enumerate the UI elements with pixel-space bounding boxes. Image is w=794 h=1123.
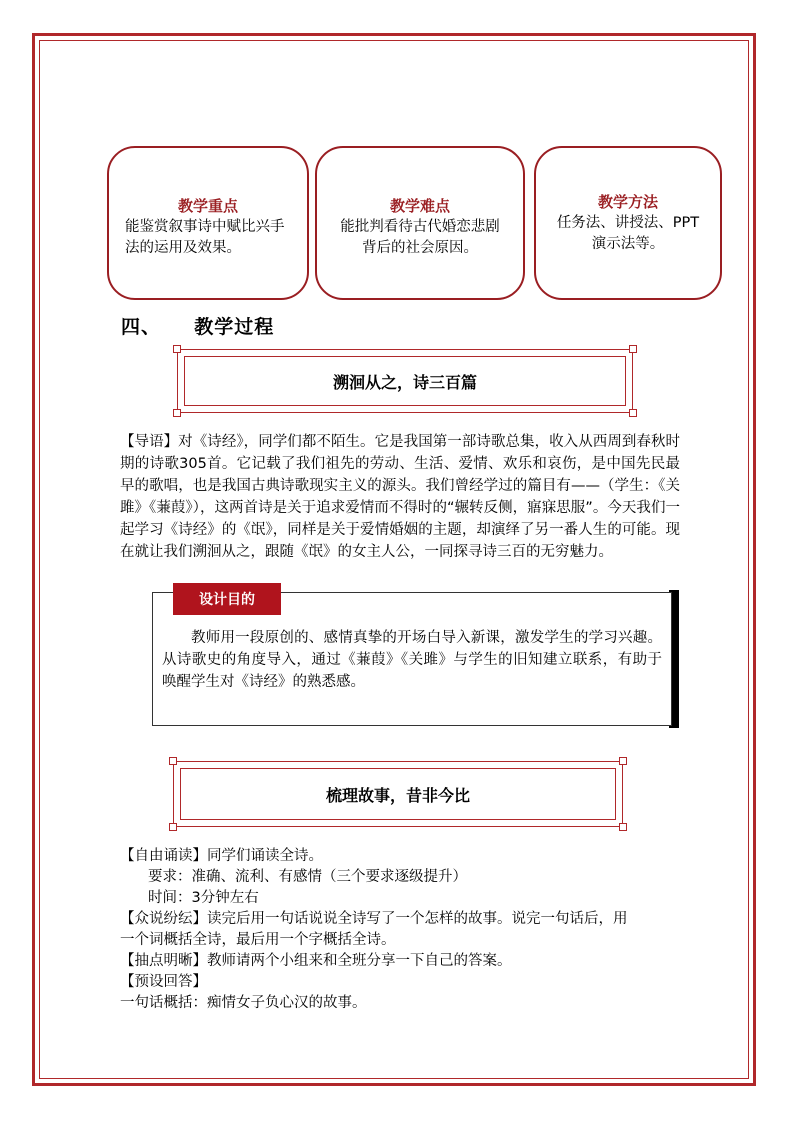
frame-corner [173,409,181,417]
card-text: 能鉴赏叙事诗中赋比兴手法的运用及效果。 [125,219,285,256]
part1-intro: 【导语】对《诗经》，同学们都不陌生。它是我国第一部诗歌总集，收入从西周到春秋时期的诗歌305首。它记载了我们祖先的劳动、生活、爱情、欢乐和哀伤，是中国先民最早的歌唱，也是我国古典诗歌现实主义的源头。我们曾经学过的篇目有——（学生：《关雎》《蒹葭》），这两首诗是关于追求爱情而不得时的“辗转反侧，寤寐思服”。今天我们一起学习《诗经》的《氓》，同样是关于爱情婚姻的主题，却演绎了另一番人生的可能。现在就让我们溯洄从之，跟随《氓》的女主人公，一同探寻诗三百的无穷魅力。 [120,434,680,560]
line-discussion-cont: 一个词概括全诗，最后用一个字概括全诗。 [120,932,396,948]
line-discussion: 【众说纷纭】读完后用一句话说说全诗写了一个怎样的故事。说完一句话后，用 [120,911,628,927]
part2-heading: 梳理故事，昔非今比 [180,768,616,820]
part1-heading: 溯洄从之，诗三百篇 [184,356,626,406]
frame-corner [173,345,181,353]
card-text: 能批判看待古代婚恋悲剧背后的社会原因。 [340,219,500,256]
line-summary: 一句话概括：痴情女子负心汉的故事。 [120,995,367,1011]
line-requirement: 要求：准确、流利、有感情（三个要求逐级提升） [148,869,467,885]
frame-corner [629,409,637,417]
section-title: 教学过程 [194,316,275,338]
card-methods [534,146,722,300]
line-sharing: 【抽点明晰】教师请两个小组来和全班分享一下自己的答案。 [120,953,512,969]
frame-corner [169,823,177,831]
frame-corner [169,757,177,765]
frame-corner [629,345,637,353]
section-heading [121,312,274,339]
part2-lines [120,846,690,1014]
card-difficulties [315,146,525,300]
design-tag: 设计目的 [173,583,281,615]
line-free-reading: 【自由诵读】同学们诵读全诗。 [120,848,323,864]
card-title: 教学难点 [389,197,450,215]
card-key-points [107,146,309,300]
design-text: 教师用一段原创的、感情真挚的开场白导入新课，激发学生的学习兴趣。从诗歌史的角度导入，通过《蒹葭》《关雎》与学生的旧知建立联系，有助于唤醒学生对《诗经》的熟悉感。 [162,630,662,690]
card-title: 教学重点 [177,197,238,215]
frame-corner [619,757,627,765]
card-text: 任务法、讲授法、PPT演示法等。 [556,215,700,252]
card-title: 教学方法 [597,193,658,211]
line-preset-answer: 【预设回答】 [120,974,207,990]
line-time: 时间：3分钟左右 [148,890,259,906]
section-number: 四、 [121,316,162,338]
frame-corner [619,823,627,831]
